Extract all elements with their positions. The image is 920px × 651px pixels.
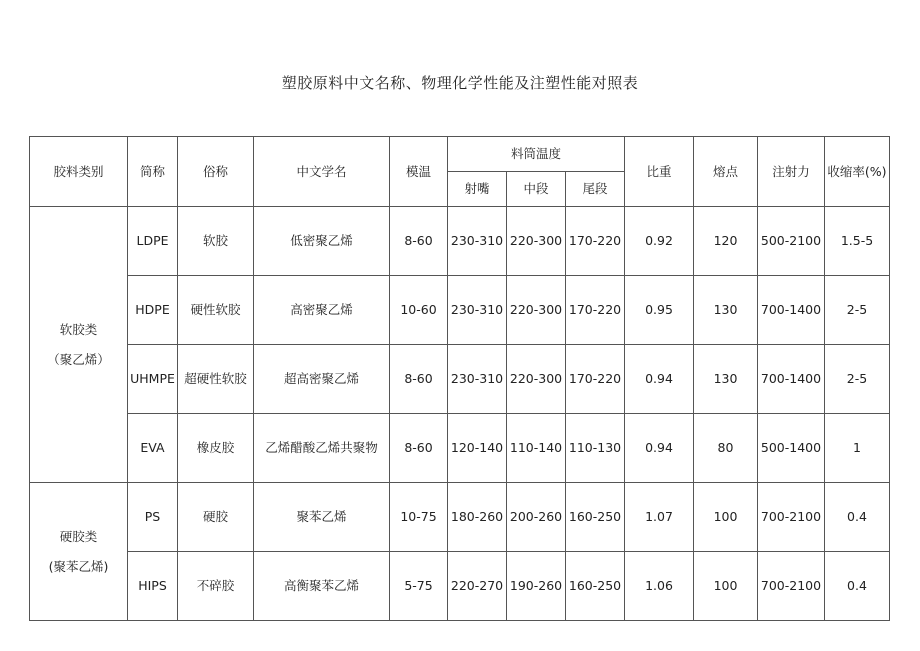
cell-mold-temp: 10-75 (390, 483, 448, 552)
cell-middle: 220-300 (507, 207, 566, 276)
header-common-name: 俗称 (178, 137, 254, 207)
cell-abbr: UHMPE (128, 345, 178, 414)
cell-chemical-name: 乙烯醋酸乙烯共聚物 (254, 414, 390, 483)
cell-common-name: 不碎胶 (178, 552, 254, 621)
cell-abbr: EVA (128, 414, 178, 483)
cell-abbr: LDPE (128, 207, 178, 276)
cell-inj-pressure: 500-2100 (758, 207, 825, 276)
page-title: 塑胶原料中文名称、物理化学性能及注塑性能对照表 (281, 74, 639, 92)
cell-inj-pressure: 500-1400 (758, 414, 825, 483)
table-row (30, 276, 890, 345)
cell-nozzle: 230-310 (448, 276, 507, 345)
cell-chemical-name: 高衡聚苯乙烯 (254, 552, 390, 621)
cell-common-name: 硬性软胶 (178, 276, 254, 345)
group-sublabel: （聚乙烯） (47, 351, 110, 367)
cell-melt: 120 (694, 207, 758, 276)
header-middle: 中段 (507, 172, 566, 207)
group-sublabel: (聚苯乙烯) (48, 558, 109, 574)
header-abbr: 简称 (128, 137, 178, 207)
cell-chemical-name: 超高密聚乙烯 (254, 345, 390, 414)
cell-gravity: 1.07 (625, 483, 694, 552)
cell-rear: 170-220 (566, 207, 625, 276)
cell-melt: 130 (694, 345, 758, 414)
cell-chemical-name: 高密聚乙烯 (254, 276, 390, 345)
cell-abbr: HIPS (128, 552, 178, 621)
cell-inj-pressure: 700-2100 (758, 552, 825, 621)
cell-abbr: PS (128, 483, 178, 552)
cell-melt: 130 (694, 276, 758, 345)
table-row (30, 552, 890, 621)
header-row-top (30, 137, 890, 172)
header-shrinkage: 收缩率(%) (825, 137, 890, 207)
cell-gravity: 0.92 (625, 207, 694, 276)
table-row (30, 345, 890, 414)
table-row (30, 483, 890, 552)
cell-gravity: 1.06 (625, 552, 694, 621)
cell-gravity: 0.94 (625, 414, 694, 483)
cell-middle: 190-260 (507, 552, 566, 621)
cell-shrink: 2-5 (825, 345, 890, 414)
cell-nozzle: 230-310 (448, 345, 507, 414)
cell-nozzle: 220-270 (448, 552, 507, 621)
cell-nozzle: 120-140 (448, 414, 507, 483)
cell-shrink: 1 (825, 414, 890, 483)
cell-mold-temp: 8-60 (390, 414, 448, 483)
cell-melt: 100 (694, 552, 758, 621)
cell-rear: 170-220 (566, 345, 625, 414)
cell-common-name: 橡皮胶 (178, 414, 254, 483)
header-category: 胶料类别 (30, 137, 128, 207)
header-melting-point: 熔点 (694, 137, 758, 207)
group-label: 软胶类 (59, 321, 98, 337)
cell-inj-pressure: 700-2100 (758, 483, 825, 552)
group-cell-hard (30, 483, 128, 621)
materials-table (29, 136, 890, 621)
header-nozzle: 射嘴 (448, 172, 507, 207)
cell-mold-temp: 8-60 (390, 207, 448, 276)
cell-chemical-name: 低密聚乙烯 (254, 207, 390, 276)
cell-rear: 160-250 (566, 483, 625, 552)
cell-melt: 100 (694, 483, 758, 552)
cell-mold-temp: 5-75 (390, 552, 448, 621)
header-chemical-name: 中文学名 (254, 137, 390, 207)
cell-rear: 110-130 (566, 414, 625, 483)
cell-inj-pressure: 700-1400 (758, 276, 825, 345)
cell-shrink: 0.4 (825, 552, 890, 621)
cell-shrink: 2-5 (825, 276, 890, 345)
cell-rear: 160-250 (566, 552, 625, 621)
header-barrel-temp: 料筒温度 (448, 137, 625, 172)
table-row (30, 414, 890, 483)
cell-abbr: HDPE (128, 276, 178, 345)
cell-nozzle: 180-260 (448, 483, 507, 552)
header-specific-gravity: 比重 (625, 137, 694, 207)
cell-melt: 80 (694, 414, 758, 483)
cell-shrink: 1.5-5 (825, 207, 890, 276)
cell-chemical-name: 聚苯乙烯 (254, 483, 390, 552)
cell-middle: 220-300 (507, 345, 566, 414)
group-cell-soft (30, 207, 128, 483)
header-mold-temp: 模温 (390, 137, 448, 207)
cell-middle: 110-140 (507, 414, 566, 483)
table-row (30, 207, 890, 276)
cell-gravity: 0.95 (625, 276, 694, 345)
cell-mold-temp: 10-60 (390, 276, 448, 345)
cell-nozzle: 230-310 (448, 207, 507, 276)
cell-common-name: 软胶 (178, 207, 254, 276)
cell-mold-temp: 8-60 (390, 345, 448, 414)
group-label: 硬胶类 (59, 528, 98, 544)
cell-rear: 170-220 (566, 276, 625, 345)
cell-shrink: 0.4 (825, 483, 890, 552)
cell-inj-pressure: 700-1400 (758, 345, 825, 414)
header-rear: 尾段 (566, 172, 625, 207)
header-injection-pressure: 注射力 (758, 137, 825, 207)
cell-common-name: 硬胶 (178, 483, 254, 552)
cell-gravity: 0.94 (625, 345, 694, 414)
cell-middle: 200-260 (507, 483, 566, 552)
cell-common-name: 超硬性软胶 (178, 345, 254, 414)
cell-middle: 220-300 (507, 276, 566, 345)
